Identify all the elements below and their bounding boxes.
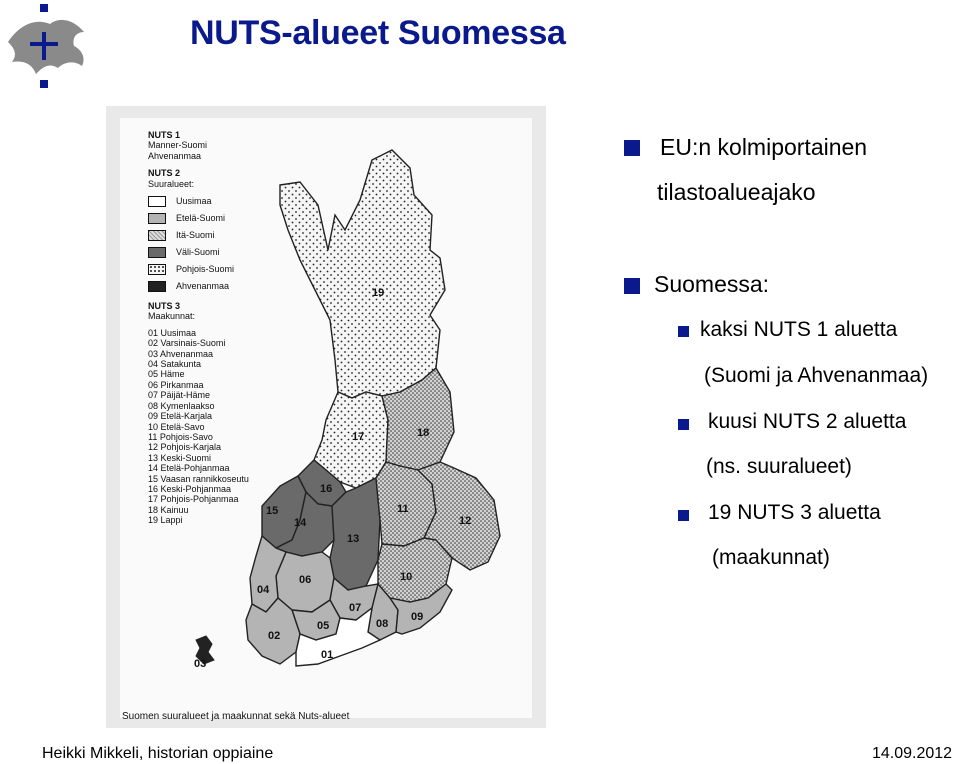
- legend-nuts3-header: NUTS 3: [148, 301, 181, 312]
- legend-nuts2-row: [148, 244, 249, 261]
- bullet-marker-icon: [624, 278, 640, 294]
- legend-nuts2-item: Uusimaa: [176, 196, 212, 207]
- sub-bullet-marker-icon: [678, 510, 689, 521]
- legend-nuts2-item: Etelä-Suomi: [176, 213, 226, 224]
- swatch-dense-dots: [148, 230, 166, 241]
- region-label: 18: [417, 427, 430, 439]
- swatch-light-gray: [148, 213, 166, 224]
- legend-nuts3-item: 15 Vaasan rannikkoseutu: [148, 473, 249, 484]
- legend-nuts3-item: 16 Keski-Pohjanmaa: [148, 483, 232, 494]
- legend-nuts3-item: 18 Kainuu: [148, 504, 189, 515]
- map-legend: [148, 130, 249, 526]
- legend-nuts2-header: NUTS 2: [148, 168, 181, 179]
- page-title: NUTS-alueet Suomessa: [190, 14, 566, 52]
- region-label: 04: [257, 584, 270, 596]
- map-caption: Suomen suuralueet ja maakunnat sekä Nuts-alueet: [122, 711, 350, 722]
- sub-bullet-marker-icon: [678, 419, 689, 430]
- legend-nuts3-item: 14 Etelä-Pohjanmaa: [148, 463, 230, 474]
- region-lappi: [280, 150, 445, 398]
- legend-nuts3-item: 07 Päijät-Häme: [148, 390, 211, 401]
- region-label: 05: [317, 620, 330, 632]
- legend-nuts2-row: [148, 278, 249, 295]
- sub-bullet-text: 19 NUTS 3 aluetta: [708, 501, 881, 524]
- legend-nuts3-item: 19 Lappi: [148, 515, 183, 526]
- bullet-marker-icon: [624, 140, 640, 156]
- footer-date: 14.09.2012: [872, 745, 953, 762]
- bullet-text: EU:n kolmiportainen: [660, 134, 868, 160]
- legend-nuts2-row: [148, 210, 249, 227]
- sub-bullet-text: (ns. suuralueet): [706, 455, 852, 478]
- region-label: 06: [299, 574, 312, 586]
- legend-nuts2-item: Ahvenanmaa: [176, 281, 230, 292]
- region-label: 13: [347, 533, 360, 545]
- legend-nuts2-row: [148, 193, 249, 210]
- legend-nuts3-item: 02 Varsinais-Suomi: [148, 338, 226, 349]
- region-label: 11: [397, 503, 409, 515]
- bullet-text: tilastoalueajako: [657, 179, 816, 205]
- legend-nuts2-item: Itä-Suomi: [176, 230, 215, 241]
- legend-nuts1-header: NUTS 1: [148, 130, 181, 140]
- region-label: 16: [320, 483, 333, 495]
- legend-nuts3-item: 13 Keski-Suomi: [148, 452, 212, 463]
- legend-nuts1-item: Ahvenanmaa: [148, 150, 202, 161]
- legend-nuts2-sub: Suuralueet:: [148, 178, 195, 189]
- sub-bullet-text: kuusi NUTS 2 aluetta: [708, 410, 907, 433]
- legend-nuts3-item: 10 Etelä-Savo: [148, 421, 205, 432]
- region-label: 14: [294, 517, 307, 529]
- legend-nuts3-item: 12 Pohjois-Karjala: [148, 442, 222, 453]
- region-label: 10: [400, 571, 413, 583]
- legend-nuts3-item: 04 Satakunta: [148, 359, 202, 370]
- legend-nuts3-item: 08 Kymenlaakso: [148, 400, 215, 411]
- sub-bullet-text: (Suomi ja Ahvenanmaa): [704, 364, 929, 387]
- sub-bullet-text: kaksi NUTS 1 aluetta: [700, 318, 898, 341]
- swatch-dark-gray: [148, 247, 166, 258]
- region-label: 17: [352, 431, 365, 443]
- region-label: 15: [266, 505, 279, 517]
- region-label: 19: [372, 287, 385, 299]
- region-label: 12: [459, 515, 472, 527]
- region-label: 09: [411, 611, 424, 623]
- swatch-sparse-dots: [148, 264, 166, 275]
- region-label: 08: [376, 618, 389, 630]
- footer-author: Heikki Mikkeli, historian oppiaine: [42, 745, 274, 762]
- legend-nuts2-item: Väli-Suomi: [176, 247, 220, 258]
- legend-nuts3-item: 11 Pohjois-Savo: [148, 431, 213, 442]
- region-label: 03: [194, 658, 207, 670]
- region-label: 07: [349, 602, 362, 614]
- legend-nuts2-item: Pohjois-Suomi: [176, 264, 235, 275]
- sub-bullet-text: (maakunnat): [712, 546, 830, 569]
- legend-nuts3-sub: Maakunnat:: [148, 311, 196, 322]
- legend-nuts3-item: 06 Pirkanmaa: [148, 379, 204, 390]
- legend-nuts2-row: [148, 227, 249, 244]
- region-label: 02: [268, 630, 281, 642]
- swatch-white: [148, 196, 166, 207]
- swatch-black: [148, 281, 166, 292]
- legend-nuts3-item: 09 Etelä-Karjala: [148, 411, 213, 422]
- legend-nuts3-item: 17 Pohjois-Pohjanmaa: [148, 494, 239, 505]
- legend-nuts3-item: 01 Uusimaa: [148, 327, 197, 338]
- legend-nuts2-row: [148, 261, 249, 278]
- legend-nuts1-item: Manner-Suomi: [148, 140, 208, 151]
- bullet-text: Suomessa:: [654, 271, 770, 297]
- legend-nuts3-item: 03 Ahvenanmaa: [148, 348, 214, 359]
- legend-nuts3-item: 05 Häme: [148, 369, 185, 380]
- sub-bullet-marker-icon: [678, 326, 689, 337]
- region-label: 01: [321, 649, 334, 661]
